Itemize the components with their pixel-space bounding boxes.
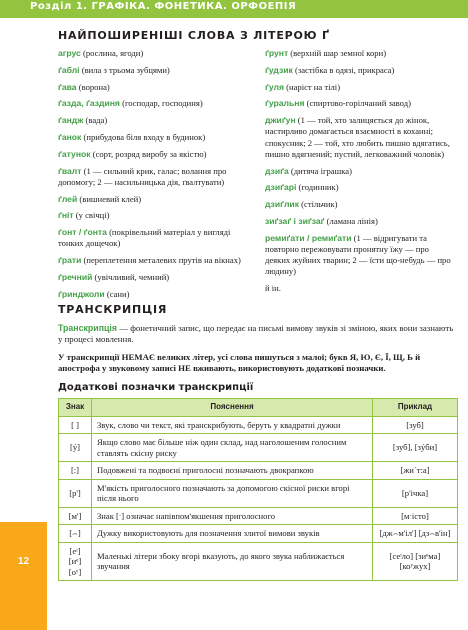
table-row xyxy=(59,542,458,581)
word-entry xyxy=(265,48,455,59)
word-desc: (годинник) xyxy=(296,182,339,193)
word: ґуля xyxy=(265,81,284,92)
word: ґанок xyxy=(58,131,82,142)
word: дзиґлик xyxy=(265,199,299,210)
word-entry xyxy=(58,210,258,221)
header-example: Приклад xyxy=(373,399,458,417)
word: ґуральня xyxy=(265,98,305,109)
word-entry xyxy=(265,65,455,76)
sign-cell: [р'] xyxy=(59,479,92,507)
words-column-right xyxy=(265,48,455,300)
word: ґлей xyxy=(58,193,78,204)
word: агрус xyxy=(58,48,81,58)
word: ремиґати / ремиґати xyxy=(265,232,352,243)
word-desc: (сани) xyxy=(104,288,130,299)
word-entry xyxy=(58,132,258,143)
example-cell: [мˑісто] xyxy=(373,507,458,525)
word-entry xyxy=(58,65,258,76)
word-desc: (у свічці) xyxy=(73,210,110,221)
word-entry xyxy=(265,233,455,278)
word: дзиґарі xyxy=(265,182,297,193)
explanation-cell: Знак [ˑ] означає напівпом'якшення приголосного xyxy=(92,507,373,525)
word-desc: (сорт, розряд виробу за якістю) xyxy=(90,148,207,159)
words-column-left xyxy=(58,48,258,306)
word-entry xyxy=(58,255,258,266)
transcription-heading: ТРАНСКРИПЦІЯ xyxy=(58,303,168,316)
table-row xyxy=(59,479,458,507)
word-entry xyxy=(58,115,258,126)
table-row xyxy=(59,525,458,543)
word-entry xyxy=(265,216,455,227)
word-desc: (переплетення металевих прутів на вікнах) xyxy=(81,255,241,266)
word-entry xyxy=(58,98,258,109)
word-desc: (верхній шар земної кори) xyxy=(288,48,387,58)
sign-cell: [ý] xyxy=(59,434,92,462)
word-desc: (ворона) xyxy=(76,81,110,92)
word-desc: (вишневий клей) xyxy=(77,193,142,204)
word: ґандж xyxy=(58,115,84,126)
word: ґатунок xyxy=(58,148,91,159)
word: ґава xyxy=(58,81,77,92)
rule-paragraph: У транскрипції НЕМАЄ великих літер, усі слова пишуться з малої; букв Я, Ю, Є, Ї, Щ, Ь й апострофа у звуковому записі НЕ вживають, використовують додаткові позначки. xyxy=(58,352,421,374)
word-desc: (увічливий, чемний) xyxy=(92,271,170,282)
table-row xyxy=(59,416,458,434)
definition-text: — фонетичний запис, що передає на письмі вимову звуків зі зміною, яких вони зазнають у процесі мовлення. xyxy=(58,323,454,345)
sign-cell: [еᶦ] [иᵉ] [оʸ] xyxy=(59,542,92,581)
word-desc: (покрівельний матеріал у вигляді тонких дощечок) xyxy=(58,227,231,249)
word: ґринджоли xyxy=(58,288,105,299)
word-entry xyxy=(58,48,258,59)
word-desc: (ламана лінія) xyxy=(324,215,378,226)
word-entry xyxy=(58,194,258,205)
term: Транскрипція xyxy=(58,323,117,333)
word-entry xyxy=(265,115,455,160)
word: ґвалт xyxy=(58,165,82,176)
section-header-bar xyxy=(0,0,468,18)
word-entry xyxy=(58,272,258,283)
word: ґаблі xyxy=(58,64,80,75)
section-title: Розділ 1. ГРАФІКА. ФОНЕТИКА. ОРФОЕПІЯ xyxy=(30,1,297,12)
example-cell: [зуб], [зýби] xyxy=(373,434,458,462)
word-entry xyxy=(58,149,258,160)
words-heading: НАЙПОШИРЕНІШІ СЛОВА З ЛІТЕРОЮ Ґ xyxy=(58,29,330,42)
explanation-cell: Звук, слово чи текст, які транскрибують, беруть у квадратні дужки xyxy=(92,416,373,434)
word-desc: (вила з трьома зубцями) xyxy=(79,64,170,75)
sign-cell: [м'] xyxy=(59,507,92,525)
explanation-cell: Подовжені та подвоєні приголосні позначають двокрапкою xyxy=(92,462,373,480)
word: зиґзаґ і зиґзаґ xyxy=(265,215,325,226)
word-entry xyxy=(58,82,258,93)
word: ґречний xyxy=(58,271,93,282)
header-explanation: Пояснення xyxy=(92,399,373,417)
example-cell: [р'ічка] xyxy=(373,479,458,507)
page-number: 12 xyxy=(17,556,30,567)
word-desc: й ін. xyxy=(265,283,281,294)
sign-cell: [⌢] xyxy=(59,525,92,543)
word-desc: (прибудова біля входу в будинок) xyxy=(81,131,206,142)
word: ґазда, ґаздиня xyxy=(58,98,120,109)
word-entry xyxy=(265,182,455,193)
table-heading: Додаткові позначки транскрипції xyxy=(58,382,254,393)
table-header-row xyxy=(59,399,458,417)
word-desc: (вада) xyxy=(83,115,108,126)
example-cell: [дж⌢м'іл'] [дз⌢в'ін] xyxy=(373,525,458,543)
example-cell: [сеᶦло] [зиᵉма] [коʸжух] xyxy=(373,542,458,581)
word: дзиґа xyxy=(265,165,289,176)
word-entry xyxy=(265,199,455,210)
word: ґрунт xyxy=(265,48,289,58)
explanation-cell: Якщо слово має більше ніж один склад, над наголошеним голосним ставлять скісну риску xyxy=(92,434,373,462)
word: джиґун xyxy=(265,115,296,126)
table-row xyxy=(59,462,458,480)
word-desc: (господар, господиня) xyxy=(119,98,203,109)
header-sign: Знак xyxy=(59,399,92,417)
word-entry xyxy=(265,82,455,93)
sign-cell: [ ] xyxy=(59,416,92,434)
word-entry xyxy=(265,283,455,294)
table-row xyxy=(59,434,458,462)
example-cell: [жиˊт:а] xyxy=(373,462,458,480)
word: ґонт / ґонта xyxy=(58,227,107,238)
word-desc: (спиртово-горілчаний завод) xyxy=(304,98,411,109)
table-row xyxy=(59,507,458,525)
word-desc: (рослина, ягоди) xyxy=(80,48,144,58)
word: ґудзик xyxy=(265,64,293,75)
explanation-cell: Маленькі літери збоку вгорі вказують, до якого звука наближається звучання xyxy=(92,542,373,581)
word-desc: (дитяча іграшка) xyxy=(288,165,352,176)
word-desc: (1 — сильний крик, галас; волання про допомогу; 2 — насильницька дія, ґвалтувати) xyxy=(58,165,227,187)
word-desc: (1 — той, хто залицяється до жінок, настирливо домагається взаємності в коханні; спокусник; 2 — той, хто любить пишно вдягатись, пишно вдягнений; пустий, легковажний чоловік) xyxy=(265,115,450,159)
word-entry xyxy=(58,227,258,249)
word: ґніт xyxy=(58,210,74,221)
word-desc: (1 — відригувати та повторно пережовувати пронятну їжу — про деяких жуйних тварин; 2 — їсти що-небудь — про людину) xyxy=(265,232,451,277)
word-desc: (наріст на тілі) xyxy=(283,81,341,92)
definition-paragraph xyxy=(58,323,458,346)
explanation-cell: М'якість приголосного позначають за допомогою скісної риски вгорі після нього xyxy=(92,479,373,507)
word-desc: (стільчик) xyxy=(299,199,338,210)
word-entry xyxy=(58,166,258,188)
word-entry xyxy=(58,289,258,300)
page-number-tab xyxy=(0,522,47,630)
word-desc: (застібка в одязі, прикраса) xyxy=(292,64,395,75)
word-entry xyxy=(265,166,455,177)
explanation-cell: Дужку використовують для позначення злитої вимови звуків xyxy=(92,525,373,543)
word-entry xyxy=(265,98,455,109)
example-cell: [зуб] xyxy=(373,416,458,434)
sign-cell: [:] xyxy=(59,462,92,480)
transcription-marks-table xyxy=(58,398,458,581)
word: ґрати xyxy=(58,255,82,266)
